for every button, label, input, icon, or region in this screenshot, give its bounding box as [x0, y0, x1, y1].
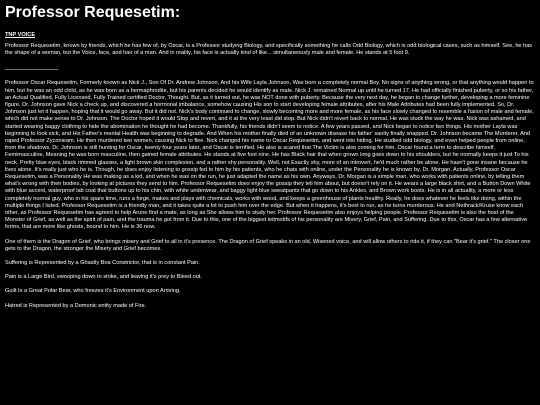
- form-pain: Pain is a Large Bird, swooping down to strike, and leaving it's prey to Bleed out.: [5, 274, 202, 281]
- grief-paragraph: One of them is the Dragon of Grief, who brings misery and Grief to all in it's presence. The Dragon of Grief speaks in an old, Wisened voice, and will allow others to ride it, if they can "Bear it's grief." The closer one gets to the Dragon, the stronger the Misery and Grief becomes.: [5, 238, 531, 252]
- page-title: Professor Requesetim:: [5, 4, 181, 21]
- voice-link[interactable]: TNP VOICE: [5, 32, 36, 38]
- intro-paragraph: Professor Requesetim, known by friends, which he has few of, by Oscar, is a Professor studying Biology, and specifically something he calls Odd Biology, which is odd biological cases, such as himself. See, he has the shape of a woman, but the Voice, face, and hair of a man. And in reality, his face is actually kind of like... simultaneously male and female. He stands at 5 foot 9.: [5, 43, 533, 57]
- form-hatred: Hatred is Represented by a Demonic entity made of Fire.: [5, 302, 147, 309]
- divider: ________________: [5, 64, 59, 71]
- form-guilt: Guilt Is a Great Polar Bear, who freezes it's Environment upon Arriving.: [5, 288, 181, 295]
- story-paragraph: Professor Oscar Requesetim, Formerly known as Nick J., Son Of Dr. Andrew Johnson, And his Wife Layla Johnson, Was born a completely normal Boy. No signs of anything wrong, or that anything would happen to him, but he was an odd child, as he was born as a hermaphrodite, but his parents decided he would identify as male. Nick J. remained Normal up until he turned 17. He had officially finished puberty, or so his father, an Actual Qualified, Fully Licensed, Fully Trained certified Doctor, Thought. But, as it turned out, he was NOT done with puberty. Because the very next day, he began to change further, developing a more feminine figure. Dr. Johnson gave Nick a check up, and discovered a hormonal imbalance, somehow causing His son to start developing female attributes, after his Male Attributes had been fully implemented. So, Dr. Johnson just let it happen, hoping that it would go away. But it did not. Nick's body continued to change, slowly becoming more and more female, as his face slowly changed to resemble a fusion of male and female, which did not make sense to Dr. Johnson. The Doctor hoped it would Stop and revert, and it at the very least did stop. But Nick didn't revert back to normal. He was stuck the way he was. Nick was ashamed, and started wearing baggy clothing to hide the abomination he thought he had become. Thankfully, his friends didn't seem to notice. A few years passed, and Nick began to notice two things. His mother Layla was beginning to look sick, and His Father's mental Health was beginning to degrade. And When his mother finally died of an unknown disease his father' sanity finally snapped. Dr. Johnson became The Murderer. And raped Professor Zyconieam. He then murdered two women, causing Nick to flee. Nick changed his name to Oscar Requesetim, and went into hiding. He studied odd biology, and even helped people from online, from the shadows. Dr. Johnson is still hunting for Oscar, twenty four years later, and Oscar is terrified. He also is scared that The Victim is also coming for him. Oscar found a term to describe himself, Femimasculine. Meaning he was born masculine, then gained female attributes. He stands at five foot nine. He has Black hair that when grown long goes down to his shoulders, but he normally keeps it just To his neck. Pretty blue eyes, black rimmed glasses, a light brown skin complexion, and a rather shy personality. Well, not Exactly shy, more of an introvert, he'd much rather be alone. He hasn't gone insane because he lives alone. It's really just who he is. Though, he does enjoy listening to gossip fed to him by his patients, who he chats with online, under the Personality he is known by, Dr. Morgan. Actually, Professor Oscar Requesetim, was a Personality He was making as a kid, and when he was on the run, he just adapted the name as his own. Anyways, Dr. Morgan is a simple man, who works with patients online, by telling them what's wrong with their bodies, by looking at pictures they send to him. Professor Requesetim does enjoy the gossip they tell him about, but doesn't rely on it. He wears a large black shirt, and a Button Down White with blue accent, waterproof lab coat that buttons up to his chin, with white underwear, and baggy light blue sweatpants that go down to his Ankles, and Brown work boots. He is in all actuality, a more or less completely normal guy, who in his spare time, runs a forge, makes and plays with chemicals, works with wood, and keeps a greenhouse of plants healthy. Really, he does whatever he feels like doing, within the multiple things I listed. Professor Requesetim is a friendly man, and it takes quite a lot to push him over the edge. But when it happens, it's best to run, as he turns murderous. He and Nethrack/Kruse know each other, as Professor Requesetim has agreed to help Arune find a mate, as long as She allows him to study her. Professor Requesetim also enjoys helping people. Professor Requesetim is also the host of the Monster of Grief, as well as the spirit of pain, and the trauma he got from it. Due to this, one of the biggest leitmotifs of his personality are Misery, Grief, Pain, and Suffering. Due to this, Oscar has a few alternative forms, that are more like ghosts, bound to him. He is 36 now.: [5, 80, 534, 231]
- form-suffering: Suffering is Represented by a Ghastly Boa Constrictor, that is in constant Pain.: [5, 260, 200, 267]
